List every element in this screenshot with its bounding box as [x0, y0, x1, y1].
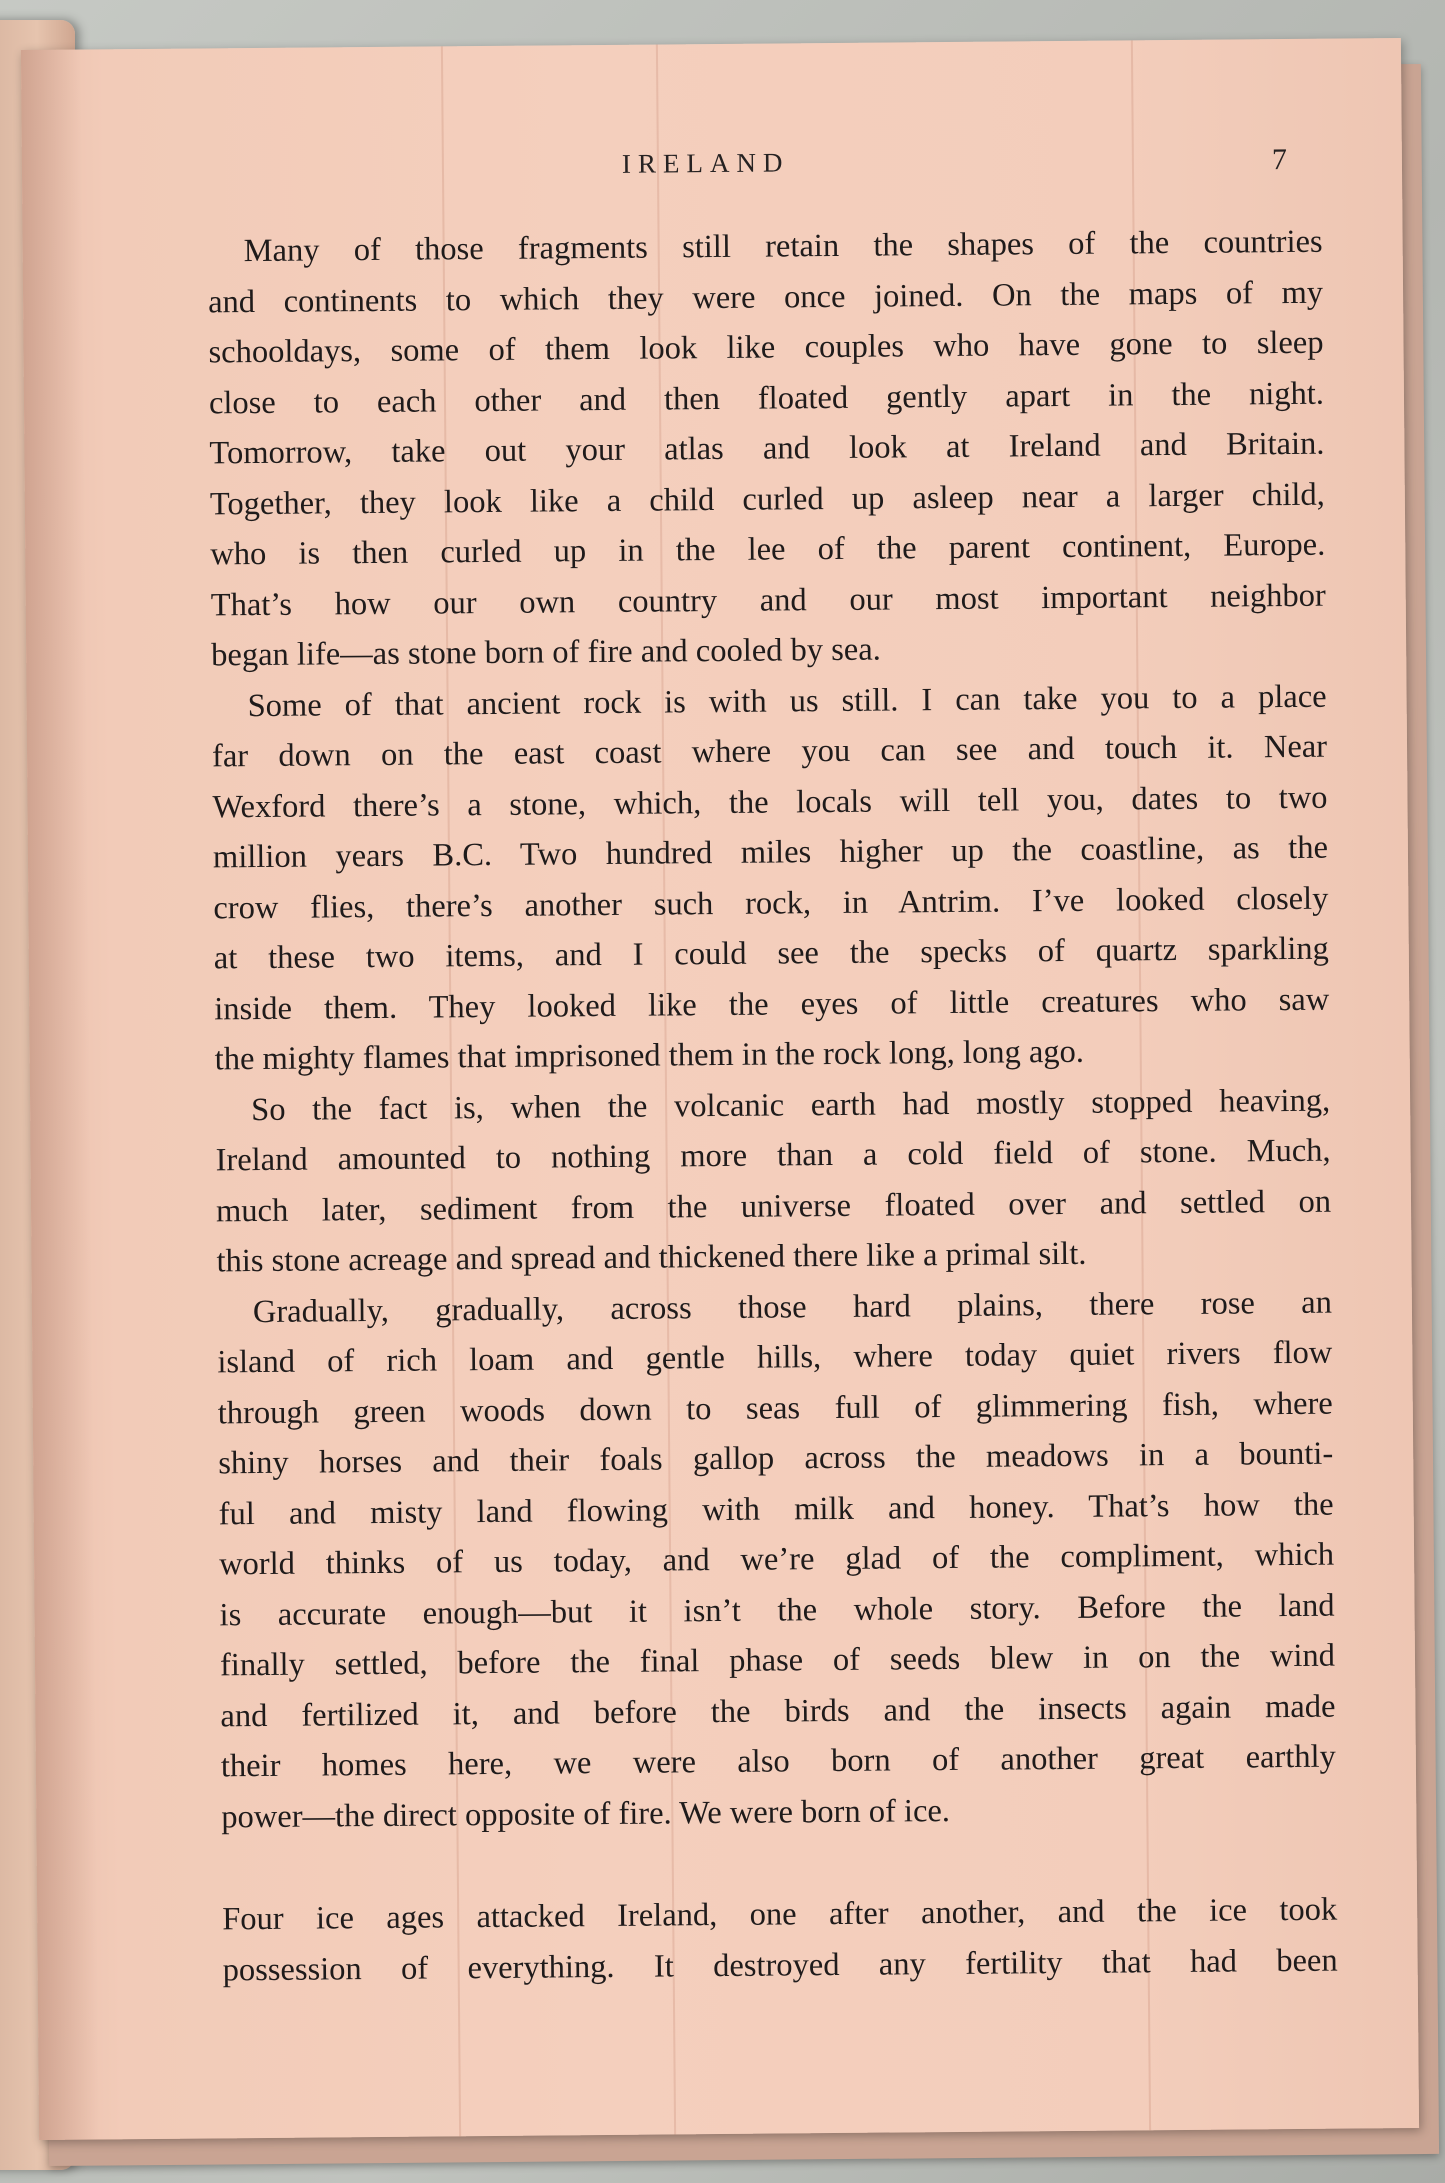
text-line: crow flies, there’s another such rock, in Antrim. I’ve looked closely — [213, 880, 1329, 926]
paragraph-4 — [217, 1277, 1337, 1842]
section-title: IRELAND — [621, 147, 790, 179]
text-line: Some of that ancient rock is with us still. I can take you to a place — [247, 678, 1327, 724]
text-line: their homes here, we were also born of another great earthly — [220, 1738, 1337, 1785]
text-line: shiny horses and their foals gallop across the meadows in a bounti- — [218, 1435, 1334, 1482]
text-line: Many of those fragments still retain the shapes of the countries — [243, 223, 1323, 270]
text-line: began life—as stone born of fire and cooled by sea. — [211, 631, 881, 674]
text-line: Tomorrow, take out your atlas and look at Ireland and Britain. — [209, 425, 1325, 472]
book-page — [21, 38, 1419, 2140]
text-line: Wexford there’s a stone, which, the locals will tell you, dates to two — [212, 779, 1328, 825]
running-head — [22, 142, 1402, 194]
text-line: Together, they look like a child curled up asleep near a larger child, — [209, 476, 1325, 522]
text-line: who is then curled up in the lee of the parent continent, Europe. — [210, 526, 1326, 573]
text-line: That’s how our own country and our most important neighbor — [210, 577, 1326, 623]
text-line: possession of everything. It destroyed any fertility that had been — [222, 1942, 1338, 1988]
text-line: So the fact is, when the volcanic earth had mostly stopped heaving, — [251, 1082, 1331, 1128]
body-text — [207, 217, 1337, 1996]
paragraph-1 — [207, 217, 1326, 681]
text-line: ful and misty land flowing with milk and honey. That’s how the — [218, 1486, 1334, 1532]
text-line: this stone acreage and spread and thickened there like a primal silt. — [216, 1235, 1087, 1280]
text-line: through green woods down to seas full of glimmering fish, where — [217, 1385, 1333, 1431]
text-line: close to each other and then floated gently apart in the night. — [208, 375, 1325, 421]
text-line: Ireland amounted to nothing more than a cold field of stone. Much, — [215, 1132, 1331, 1179]
text-line: and fertilized it, and before the birds and the insects again made — [220, 1688, 1336, 1734]
text-line: power—the direct opposite of fire. We were born of ice. — [221, 1792, 951, 1835]
text-line: far down on the east coast where you can see and touch it. Near — [211, 728, 1328, 775]
text-line: is accurate enough—but it isn’t the whole story. Before the land — [219, 1587, 1335, 1633]
text-line: world thinks of us today, and we’re glad of the compliment, which — [218, 1536, 1335, 1583]
text-line: much later, sediment from the universe floated over and settled on — [215, 1183, 1332, 1229]
text-line: Four ice ages attacked Ireland, one after another, and the ice took — [222, 1891, 1338, 1938]
text-line: schooldays, some of them look like couples who have gone to sleep — [208, 324, 1324, 371]
text-line: the mighty flames that imprisoned them in the rock long, long ago. — [214, 1033, 1085, 1078]
paragraph-3 — [215, 1075, 1332, 1287]
text-line: finally settled, before the final phase of seeds blew in on the wind — [219, 1637, 1336, 1684]
text-line: and continents to which they were once joined. On the maps of my — [207, 274, 1324, 320]
paragraph-2 — [211, 671, 1329, 1085]
text-line: at these two items, and I could see the specks of quartz sparkling — [213, 930, 1329, 977]
text-line: island of rich loam and gentle hills, where today quiet rivers flow — [217, 1334, 1333, 1381]
text-line: inside them. They looked like the eyes of little creatures who saw — [214, 981, 1330, 1027]
page-number: 7 — [1271, 143, 1288, 177]
text-line: Gradually, gradually, across those hard plains, there rose an — [252, 1284, 1333, 1330]
paragraph-5 — [222, 1885, 1338, 1996]
text-line: million years B.C. Two hundred miles higher up the coastline, as the — [212, 829, 1329, 876]
